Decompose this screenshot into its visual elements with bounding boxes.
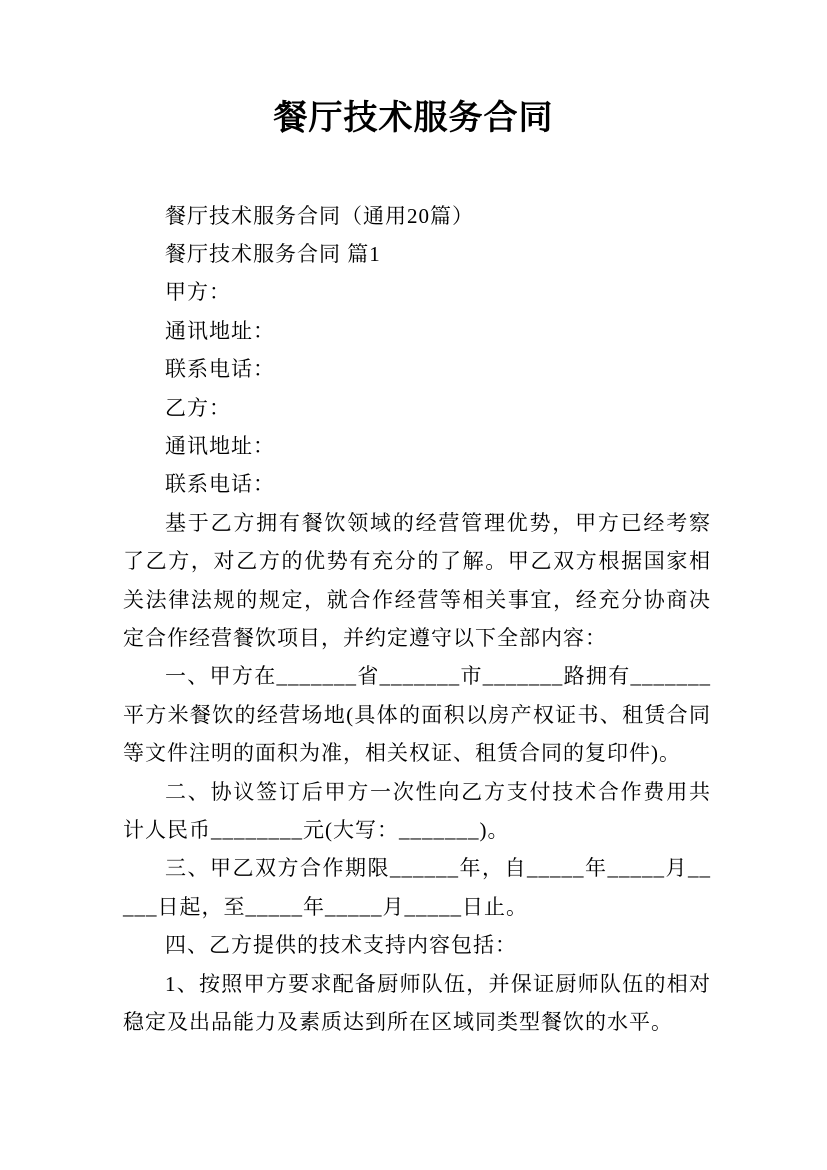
paragraph: 一、甲方在_______省_______市_______路拥有_______平方米餐饮的经营场地(具体的面积以房产权证书、租赁合同等文件注明的面积为准，相关权证、租赁合同的复印件)。	[123, 664, 711, 766]
paragraph: 餐厅技术服务合同 篇1	[165, 241, 381, 266]
paragraph: 联系电话：	[165, 472, 275, 497]
paragraph: 基于乙方拥有餐饮领域的经营管理优势，甲方已经考察了乙方，对乙方的优势有充分的了解。甲乙双方根据国家相关法律法规的规定，就合作经营等相关事宜，经充分协商决定合作经营餐饮项目，并约定遵守以下全部内容：	[123, 510, 711, 650]
document-title: 餐厅技术服务合同	[273, 100, 554, 137]
paragraph: 四、乙方提供的技术支持内容包括：	[165, 933, 517, 958]
paragraph: 甲方：	[165, 280, 231, 305]
paragraph: 乙方：	[165, 395, 231, 420]
paragraph: 通讯地址：	[165, 433, 275, 458]
paragraph: 三、甲乙双方合作期限______年，自_____年_____月_____日起，至_____年_____月_____日止。	[123, 856, 711, 919]
paragraph: 二、协议签订后甲方一次性向乙方支付技术合作费用共计人民币________元(大写：_______)。	[123, 779, 711, 842]
paragraph: 通讯地址：	[165, 318, 275, 343]
document-body	[123, 197, 711, 1042]
paragraph: 餐厅技术服务合同（通用20篇）	[165, 203, 474, 228]
paragraph: 联系电话：	[165, 357, 275, 382]
paragraph: 1、按照甲方要求配备厨师队伍，并保证厨师队伍的相对稳定及出品能力及素质达到所在区域同类型餐饮的水平。	[123, 971, 711, 1035]
